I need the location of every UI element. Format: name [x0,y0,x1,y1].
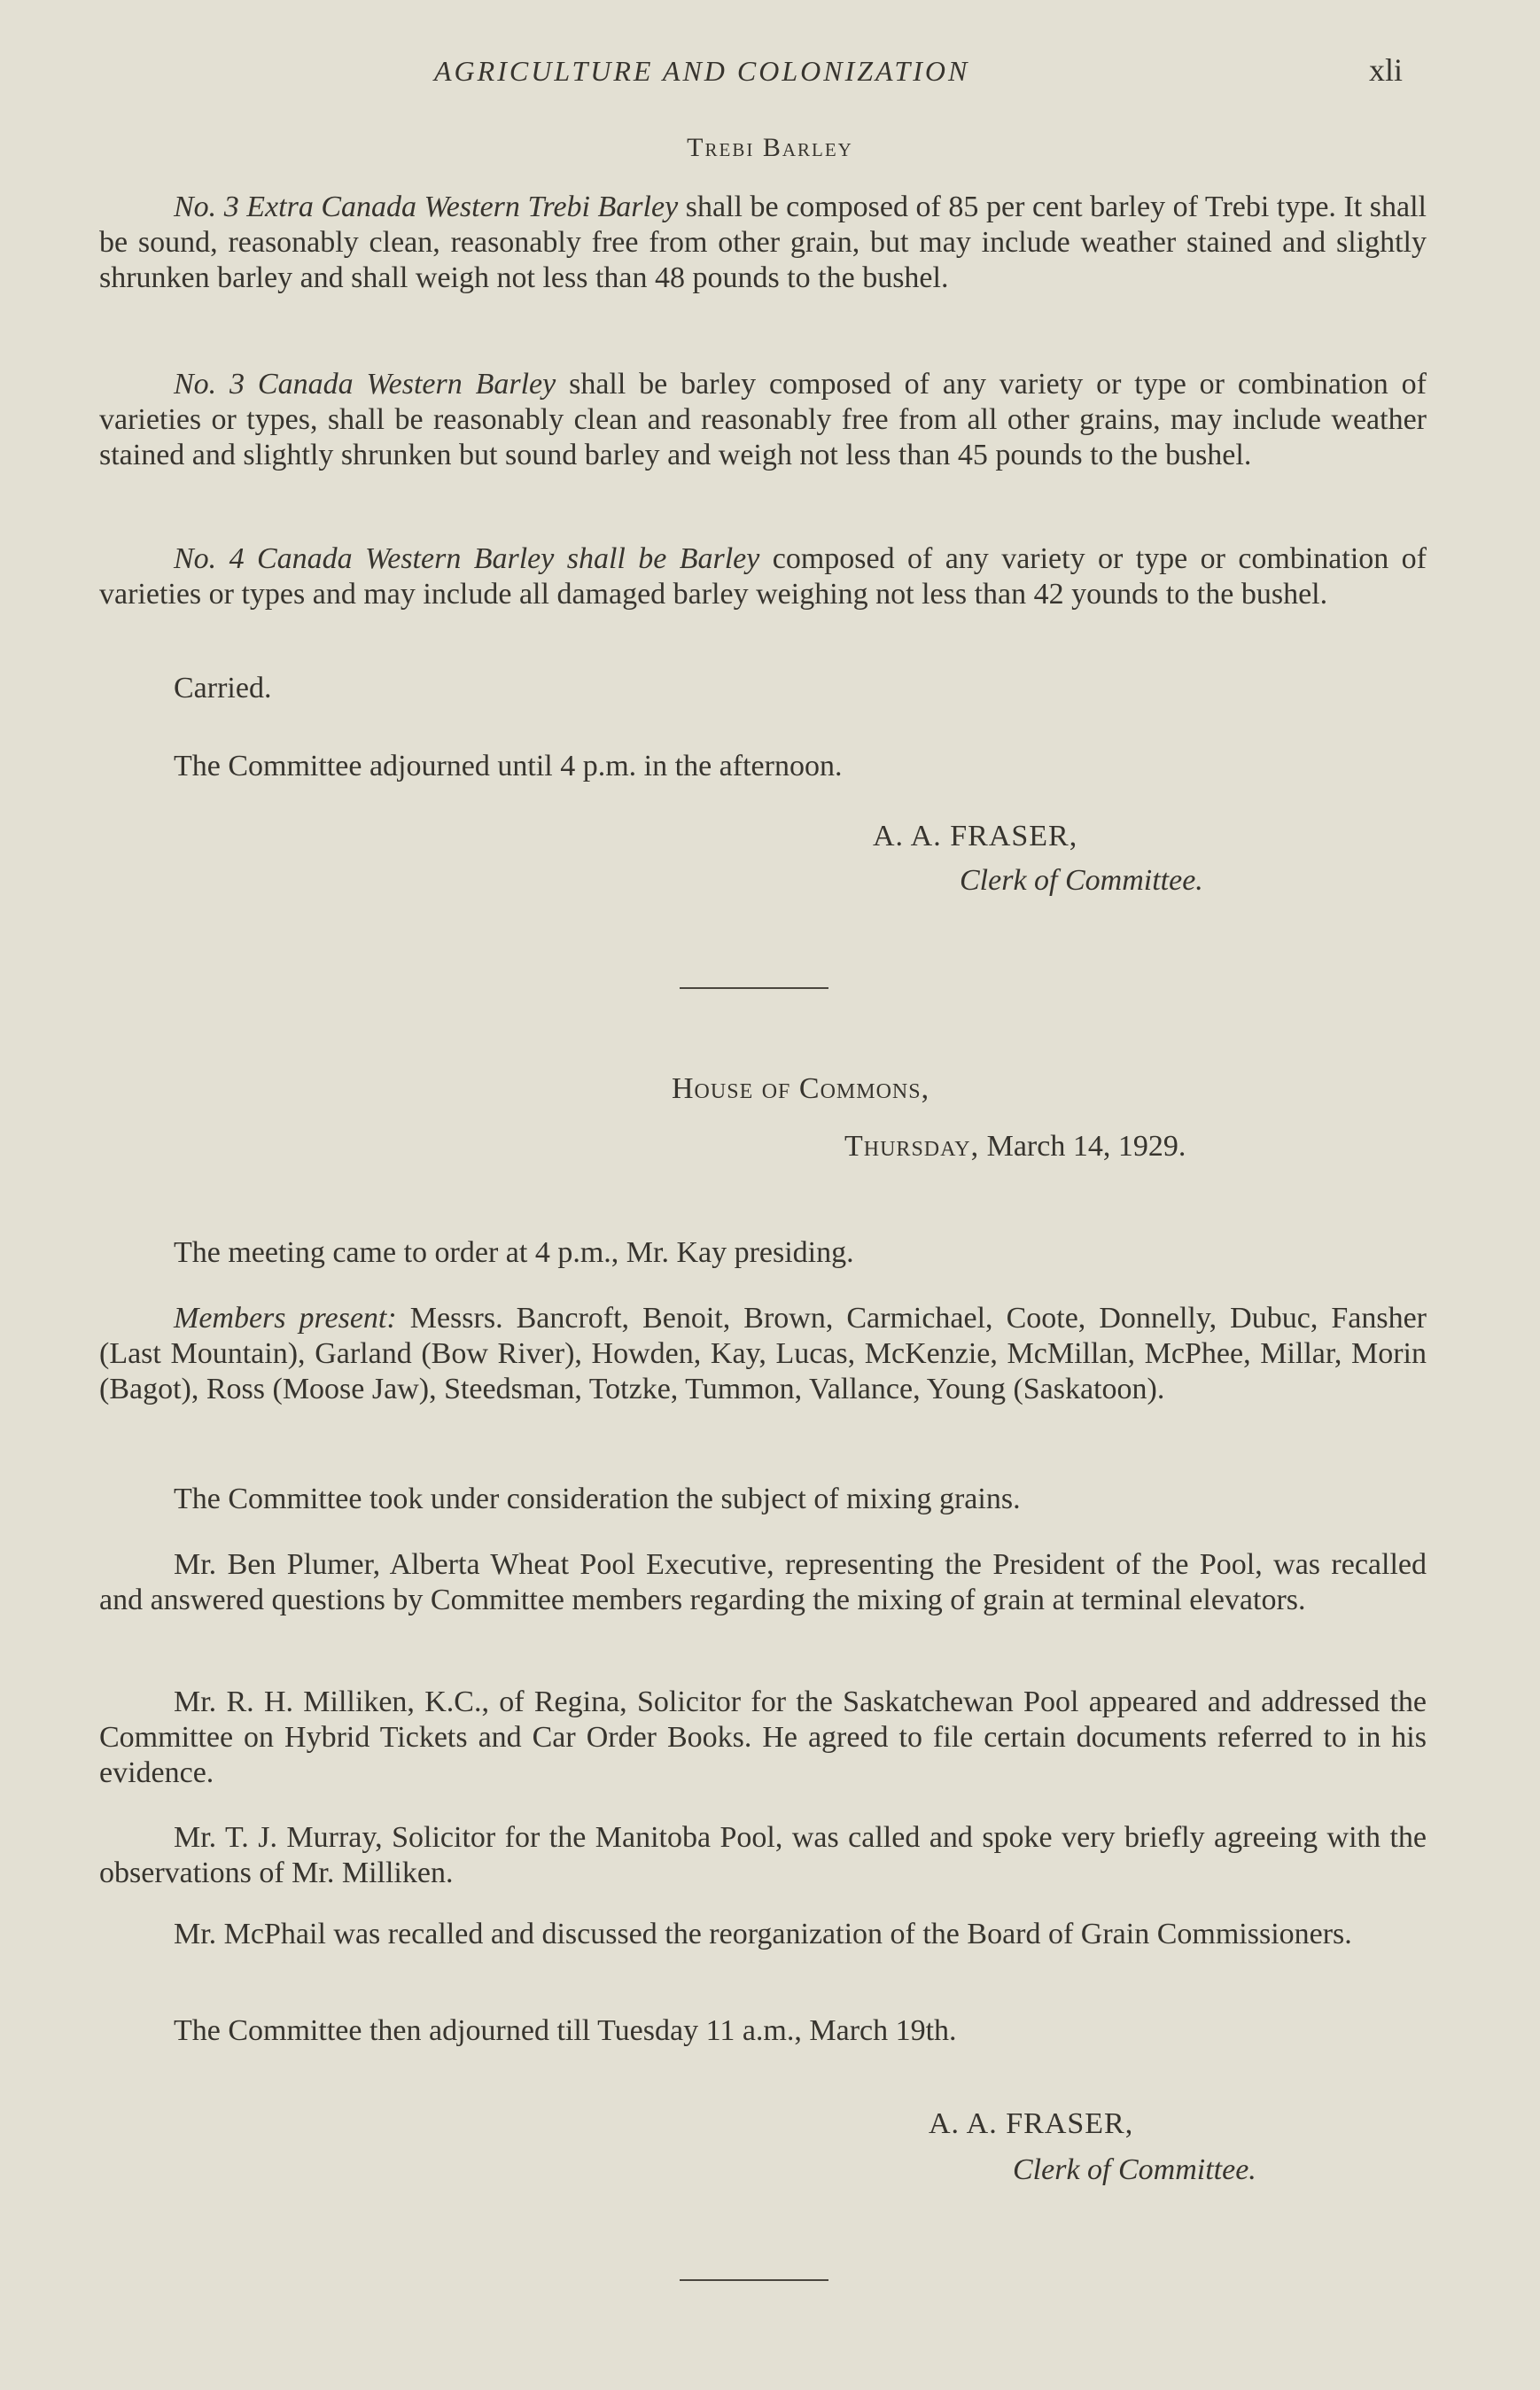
members-list: Messrs. Bancroft, Benoit, Brown, Carmichael, Coote, Donnelly, Dubuc, Fansher (Last Mountain), Garland (Bow River), Howden, Kay, Lucas, McKenzie, McMillan, McPhee, Millar, Morin (Bagot), Ross (Moose Jaw), Steedsman, Totzke, Tummon, Vallance, Young (Saskatoon). [99,1302,1427,1405]
paragraph-trebi-barley [99,190,1427,296]
clerk-title-2: Clerk of Committee. [1013,2153,1256,2186]
grade-description: shall be composed of 85 per cent barley of Trebi type. It shall be sound, reasonably clean, reasonably free from other grain, but may include weather stained and slightly shrunken barley and shall weigh not less than 48 pounds to the bushel. [99,191,1427,294]
section-divider-bottom [680,2279,828,2281]
grade-name: No. 4 Canada Western Barley shall be Barley [174,542,760,575]
meeting-location: House of Commons, [672,1072,930,1105]
running-header: AGRICULTURE AND COLONIZATION [434,55,970,87]
adjournment-text: The Committee adjourned until 4 p.m. in the afternoon. [174,750,843,782]
paragraph-cw-barley-3 [99,367,1427,473]
clerk-name: A. A. FRASER, [873,820,1078,852]
meeting-order-text: The meeting came to order at 4 p.m., Mr. Kay presiding. [174,1236,854,1269]
murray-paragraph: Mr. T. J. Murray, Solicitor for the Manitoba Pool, was called and spoke very briefly agreeing with the observations of Mr. Milliken. [99,1821,1427,1889]
meeting-day: Thursday, [844,1130,980,1163]
members-present-paragraph [99,1301,1427,1407]
grade-description: composed of any variety or type or combination of varieties or types and may include all damaged barley weighing not less than 42 younds to the bushel. [99,542,1427,611]
paragraph-cw-barley-4 [99,541,1427,612]
milliken-paragraph: Mr. R. H. Milliken, K.C., of Regina, Solicitor for the Saskatchewan Pool appeared and addressed the Committee on Hybrid Tickets and Car Order Books. He agreed to file certain documents referred to in his evidence. [99,1685,1427,1789]
grade-name: No. 3 Canada Western Barley [174,368,556,401]
clerk-title: Clerk of Committee. [960,864,1203,897]
meeting-date: March 14, 1929. [986,1130,1186,1163]
mcphail-paragraph: Mr. McPhail was recalled and discussed the reorganization of the Board of Grain Commissioners. [174,1918,1352,1950]
plumer-paragraph: Mr. Ben Plumer, Alberta Wheat Pool Executive, representing the President of the Pool, was recalled and answered questions by Committee members regarding the mixing of grain at terminal elevators. [99,1548,1427,1616]
page-number: xli [1369,52,1404,88]
carried-text: Carried. [174,672,272,705]
members-label: Members present: [174,1302,397,1335]
grade-description: shall be barley composed of any variety or type or combination of varieties or types, shall be reasonably clean and reasonably free from all other grains, may include weather stained and slightly shrunken but sound barley and weigh not less than 45 pounds to the bushel. [99,368,1427,471]
clerk-name-2: A. A. FRASER, [929,2107,1134,2140]
meeting-date-line [844,1130,1186,1164]
section-divider [680,987,828,989]
consideration-text: The Committee took under consideration the subject of mixing grains. [174,1483,1021,1515]
adjournment-text-2: The Committee then adjourned till Tuesday 11 a.m., March 19th. [174,2014,957,2047]
grade-name: No. 3 Extra Canada Western Trebi Barley [174,191,679,223]
section-heading: Trebi Barley [687,133,853,162]
